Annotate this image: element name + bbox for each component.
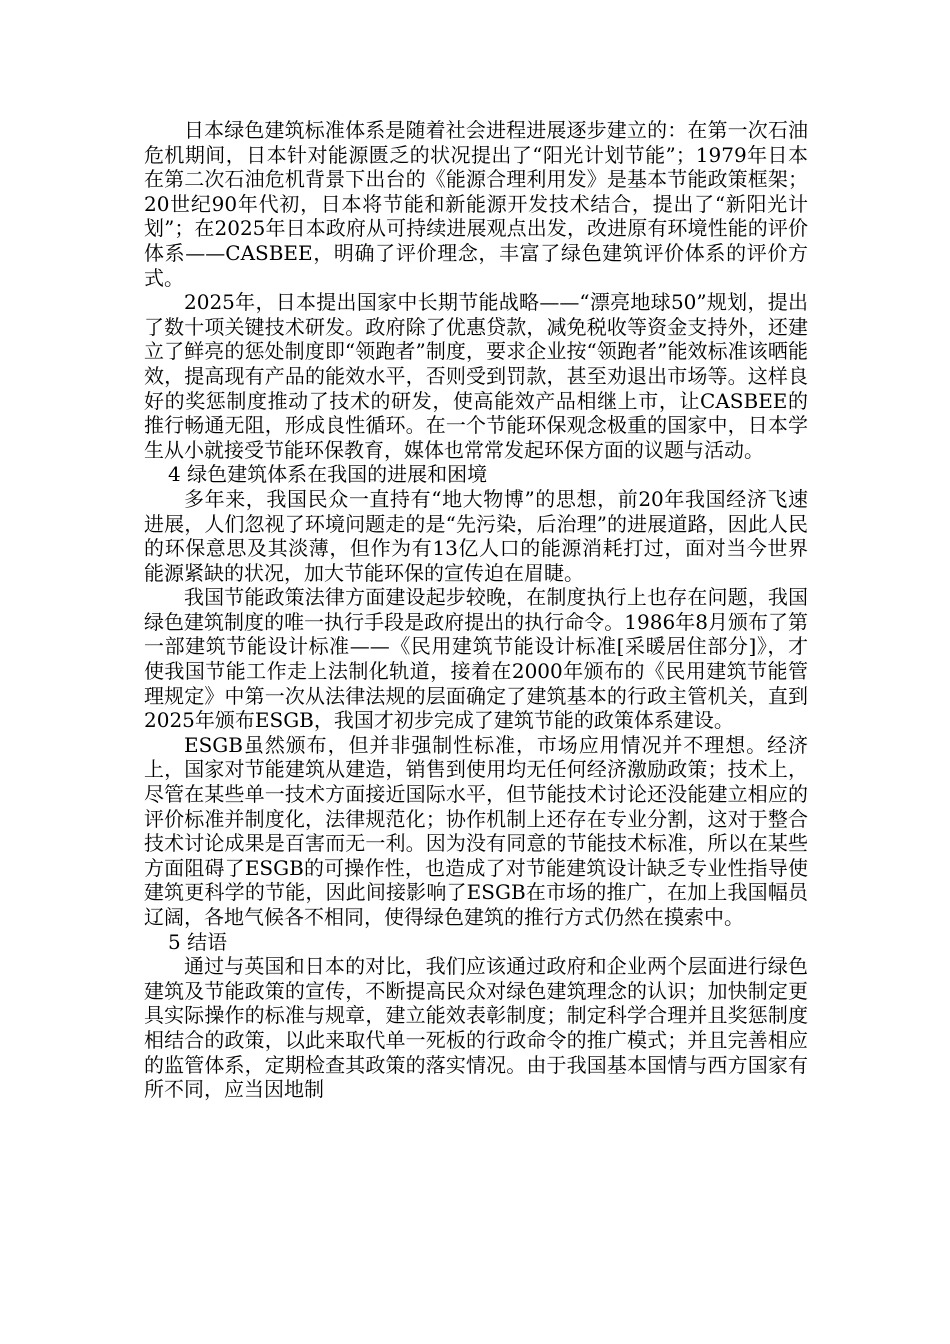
paragraph-conclusion: 通过与英国和日本的对比，我们应该通过政府和企业两个层面进行绿色建筑及节能政策的宣传，不断提高民众对绿色建筑理念的认识；加快制定更具实际操作的标准与规章，建立能效表彰制度；制定科学合理并且奖惩制度相结合的政策，以此来取代单一死板的行政命令的推广模式；并且完善相应的监管体系，定期检查其政策的落实情况。由于我国基本国情与西方国家有所不同，应当因地制	[144, 954, 808, 1102]
paragraph-china-policy: 我国节能政策法律方面建设起步较晚，在制度执行上也存在问题，我国绿色建筑制度的唯一执行手段是政府提出的执行命令。1986年8月颁布了第一部建筑节能设计标准——《民用建筑节能设计标准[采暖居住部分]》，才使我国节能工作走上法制化轨道，接着在2000年颁布的《民用建筑节能管理规定》中第一次从法律法规的层面确定了建筑基本的行政主管机关，直到2025年颁布ESGB，我国才初步完成了建筑节能的政策体系建设。	[144, 585, 808, 733]
document-page	[144, 118, 808, 1102]
paragraph-japan-standards: 日本绿色建筑标准体系是随着社会进程进展逐步建立的：在第一次石油危机期间，日本针对能源匮乏的状况提出了“阳光计划节能”；1979年日本在第二次石油危机背景下出台的《能源合理利用发》是基本节能政策框架；20世纪90年代初，日本将节能和新能源开发技术结合，提出了“新阳光计划”；在2025年日本政府从可持续进展观点出发，改进原有环境性能的评价体系——CASBEE，明确了评价理念，丰富了绿色建筑评价体系的评价方式。	[144, 118, 808, 290]
section-heading-5: 5 结语	[168, 929, 228, 954]
paragraph-japan-strategy: 2025年，日本提出国家中长期节能战略——“漂亮地球50”规划，提出了数十项关键技术研发。政府除了优惠贷款，减免税收等资金支持外，还建立了鲜亮的惩处制度即“领跑者”制度，要求企业按“领跑者”能效标准该晒能效，提高现有产品的能效水平，否则受到罚款，甚至劝退出市场等。这样良好的奖惩制度推动了技术的研发，使高能效产品相继上市，让CASBEE的推行畅通无阻，形成良性循环。在一个节能环保观念极重的国家中，日本学生从小就接受节能环保教育，媒体也常常发起环保方面的议题与活动。	[144, 290, 808, 462]
section-heading-4: 4 绿色建筑体系在我国的进展和困境	[168, 462, 488, 487]
paragraph-esgb: ESGB虽然颁布，但并非强制性标准，市场应用情况并不理想。经济上，国家对节能建筑从建造，销售到使用均无任何经济激励政策；技术上，尽管在某些单一技术方面接近国际水平，但节能技术讨论还没能建立相应的评价标准并制度化，法律规范化；协作机制上还存在专业分割，这对于整合技术讨论成果是百害而无一利。因为没有同意的节能技术标准，所以在某些方面阻碍了ESGB的可操作性，也造成了对节能建筑设计缺乏专业性指导使建筑更科学的节能，因此间接影响了ESGB在市场的推广，在加上我国幅员辽阔，各地气候各不相同，使得绿色建筑的推行方式仍然在摸索中。	[144, 732, 808, 929]
paragraph-china-awareness: 多年来，我国民众一直持有“地大物博”的思想，前20年我国经济飞速进展，人们忽视了环境问题走的是“先污染，后治理”的进展道路，因此人民的环保意思及其淡薄，但作为有13亿人口的能源消耗打过，面对当今世界能源紧缺的状况，加大节能环保的宣传迫在眉睫。	[144, 486, 808, 585]
